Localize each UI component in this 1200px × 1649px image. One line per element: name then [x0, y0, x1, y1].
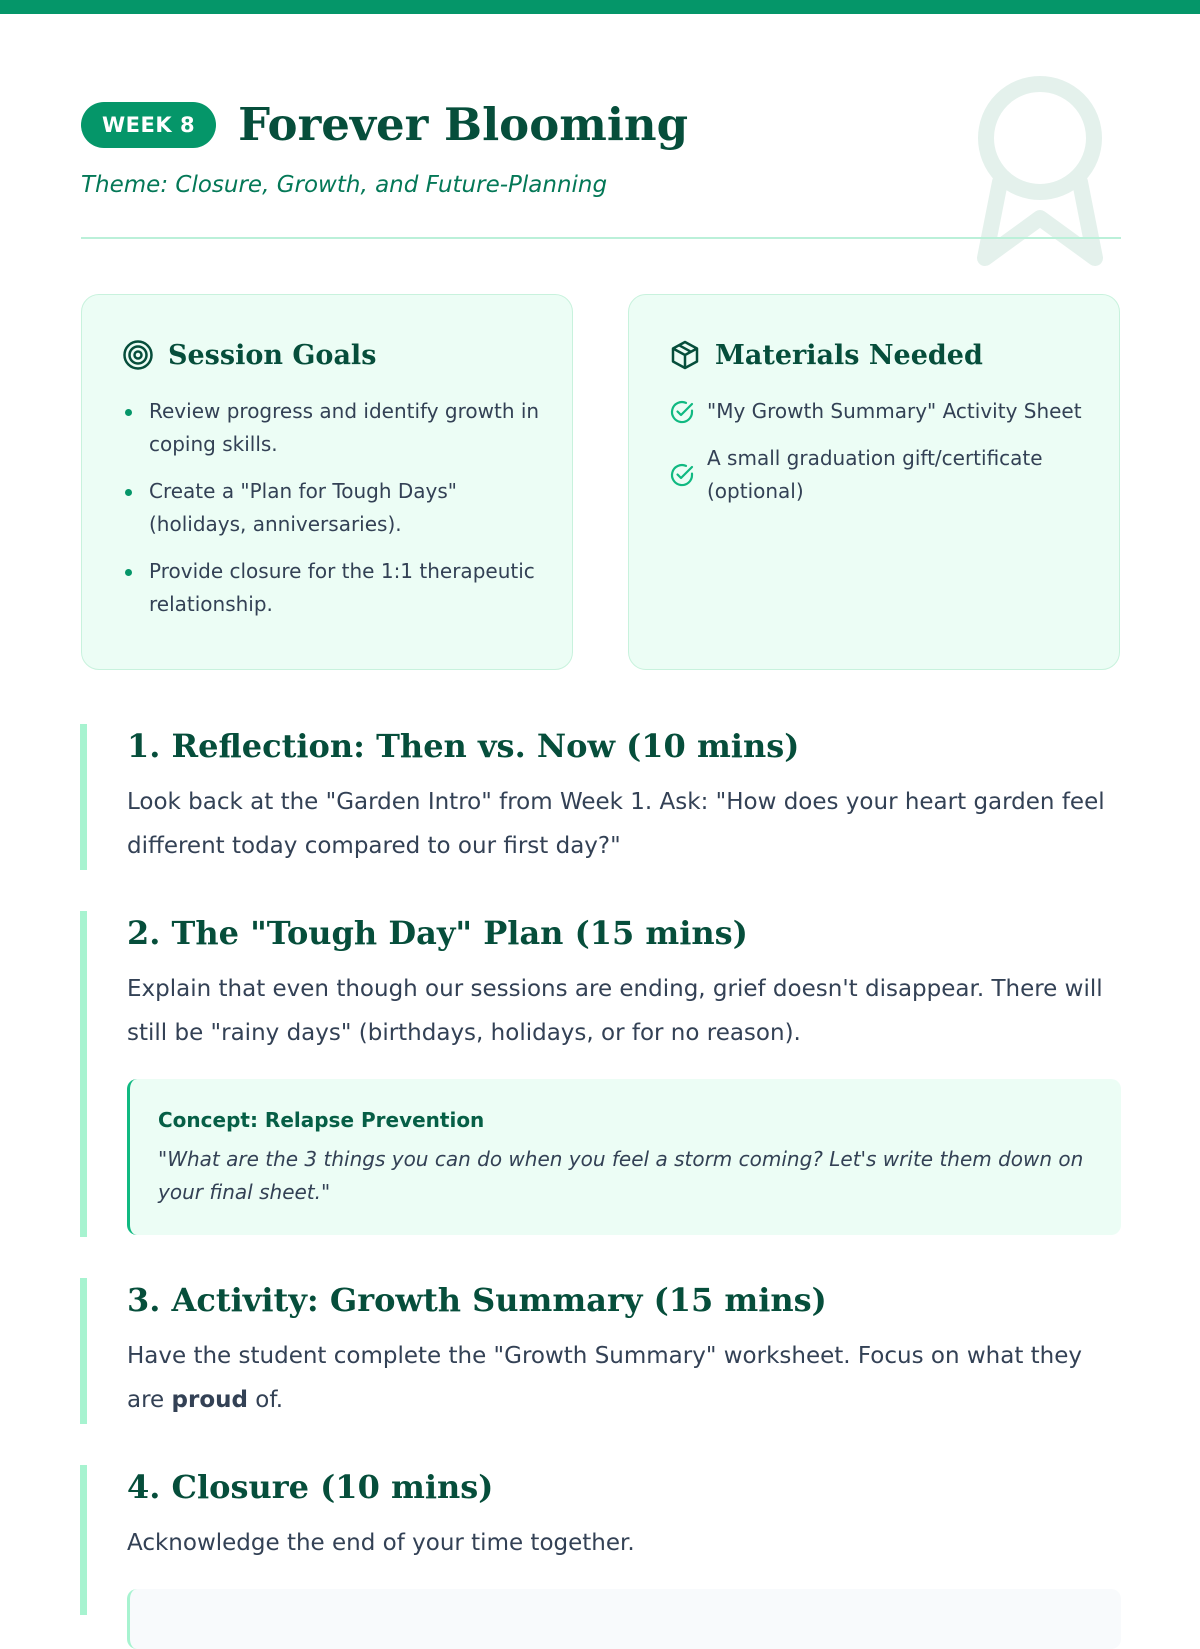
- goal-item: Create a "Plan for Tough Days" (holidays, anniversaries).: [122, 475, 542, 541]
- section-body: Acknowledge the end of your time together.: [127, 1530, 635, 1556]
- materials-list: [669, 395, 1089, 508]
- page-header: [81, 98, 1121, 151]
- section-heading: 1. Reflection: Then vs. Now (10 mins): [127, 727, 800, 765]
- material-item: [669, 395, 1089, 428]
- section-heading: 2. The "Tough Day" Plan (15 mins): [127, 914, 748, 952]
- session-goals-card: [81, 294, 573, 670]
- section-body-text: of.: [247, 1387, 284, 1413]
- title-row: [81, 98, 1121, 151]
- materials-heading: [669, 339, 1089, 371]
- closure-callout: [127, 1589, 1121, 1649]
- section-growth-summary: [80, 1278, 1121, 1424]
- section-tough-day-plan: [80, 911, 1121, 1237]
- section-body: Look back at the "Garden Intro" from Week 1. Ask: "How does your heart garden feel different today compared to our first day?": [127, 789, 1105, 859]
- top-accent-bar: [0, 0, 1200, 14]
- session-goals-title: Session Goals: [168, 339, 377, 371]
- concept-quote: "What are the 3 things you can do when you feel a storm coming? Let's write them down on your final sheet.": [158, 1147, 1084, 1204]
- week-badge: WEEK 8: [81, 102, 216, 148]
- session-goals-heading: [122, 339, 542, 371]
- page-title: Forever Blooming: [238, 98, 689, 151]
- target-icon: [122, 339, 154, 371]
- goals-list: [122, 395, 542, 621]
- section-reflection: [80, 724, 1121, 870]
- package-icon: [669, 339, 701, 371]
- concept-callout: [127, 1079, 1121, 1235]
- section-body-emphasis: proud: [171, 1387, 248, 1413]
- section-body: Explain that even though our sessions are ending, grief doesn't disappear. There will still be "rainy days" (birthdays, holidays, or for no reason).: [127, 976, 1103, 1046]
- material-item-label: "My Growth Summary" Activity Sheet: [707, 399, 1082, 423]
- page-subtitle: Theme: Closure, Growth, and Future-Planning: [81, 172, 608, 198]
- section-closure: [80, 1465, 1121, 1615]
- section-body-text: Have the student complete the "Growth Summary" worksheet. Focus on what they are: [127, 1343, 1083, 1413]
- concept-title: Concept: Relapse Prevention: [158, 1108, 485, 1132]
- materials-title: Materials Needed: [715, 339, 983, 371]
- goal-item: Provide closure for the 1:1 therapeutic relationship.: [122, 555, 542, 621]
- section-heading: 3. Activity: Growth Summary (15 mins): [127, 1281, 827, 1319]
- section-body: [127, 1334, 1121, 1422]
- material-item: [669, 442, 1089, 508]
- material-item-label: A small graduation gift/certificate (optional): [707, 446, 1043, 503]
- materials-card: [628, 294, 1120, 670]
- check-circle-icon: [669, 399, 695, 425]
- goal-item: Review progress and identify growth in coping skills.: [122, 395, 542, 461]
- check-circle-icon: [669, 462, 695, 488]
- header-divider: [81, 237, 1121, 239]
- section-heading: 4. Closure (10 mins): [127, 1468, 494, 1506]
